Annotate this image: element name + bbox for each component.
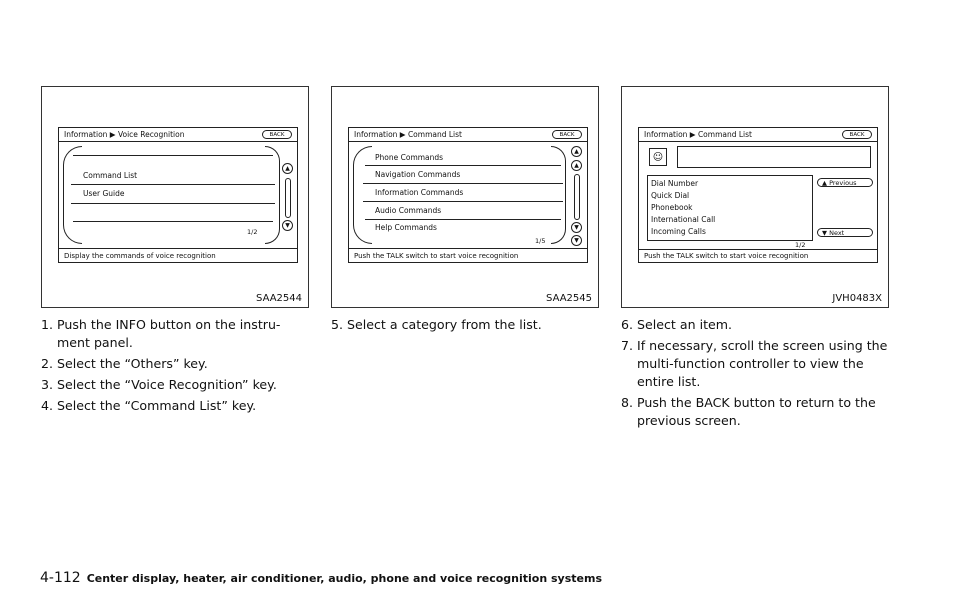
recognition-text-box [677, 146, 871, 168]
previous-button[interactable] [817, 178, 873, 187]
list-item-command-list[interactable]: Command List [83, 171, 138, 180]
step-3: 3. Select the “Voice Recognition” key. [41, 377, 277, 392]
back-button[interactable] [552, 130, 582, 139]
list-item-dial-number[interactable]: Dial Number [651, 179, 699, 188]
page-footer [40, 570, 602, 586]
screen-footer: Push the TALK switch to start voice recognition [354, 252, 519, 260]
list-arc-right [265, 146, 280, 244]
back-label: BACK [269, 131, 285, 138]
list-arc-right [551, 146, 566, 244]
screen-title: Information ▶ Command List [354, 130, 462, 139]
section-title: Center display, heater, air conditioner, audio, phone and voice recognition systems [86, 572, 603, 585]
footer-divider [59, 248, 297, 249]
figure-saa2544 [41, 86, 309, 308]
list-item-incoming-calls[interactable]: Incoming Calls [651, 227, 706, 236]
screen-command-list [348, 127, 588, 263]
page-indicator: 1/2 [795, 241, 806, 249]
step-7: 7. If necessary, scroll the screen using the multi-function controller to view the entire list. [621, 338, 888, 389]
row-divider [73, 221, 273, 222]
title-divider [349, 141, 587, 142]
list-item-help-commands[interactable]: Help Commands [375, 223, 437, 232]
screen-title: Information ▶ Command List [644, 130, 752, 139]
list-item-user-guide[interactable]: User Guide [83, 189, 125, 198]
next-button[interactable] [817, 228, 873, 237]
scroll-up-icon[interactable]: ▲ [571, 160, 582, 171]
step-2: 2. Select the “Others” key. [41, 356, 208, 371]
scroll-down-icon[interactable]: ▼ [282, 220, 293, 231]
list-arc-left [353, 146, 372, 244]
figure-jvh0483x [621, 86, 889, 308]
list-item-international-call[interactable]: International Call [651, 215, 716, 224]
step-4: 4. Select the “Command List” key. [41, 398, 257, 413]
list-item-audio-commands[interactable]: Audio Commands [375, 206, 442, 215]
footer-divider [639, 249, 877, 250]
back-button[interactable] [262, 130, 292, 139]
figure-code: JVH0483X [832, 293, 882, 304]
screen-title: Information ▶ Voice Recognition [64, 130, 185, 139]
back-button[interactable] [842, 130, 872, 139]
steps-column-2 [331, 316, 601, 337]
scroll-up-icon[interactable]: ▲ [282, 163, 293, 174]
scrollbar[interactable] [285, 178, 291, 218]
list-item-navigation-commands[interactable]: Navigation Commands [375, 170, 461, 179]
row-divider [365, 219, 561, 220]
title-divider [639, 141, 877, 142]
scroll-top-icon[interactable]: ▲ [571, 146, 582, 157]
list-item-information-commands[interactable]: Information Commands [375, 188, 464, 197]
list-item-phone-commands[interactable]: Phone Commands [375, 153, 444, 162]
item-list-box [647, 175, 813, 241]
next-icon: ▼ [822, 228, 830, 237]
row-divider [71, 184, 275, 185]
next-label: Next [829, 228, 845, 237]
screen-footer: Push the TALK switch to start voice recognition [644, 252, 809, 260]
list-item-phonebook[interactable]: Phonebook [651, 203, 693, 212]
step-8: 8. Push the BACK button to return to the previous screen. [621, 395, 876, 428]
step-5: 5. Select a category from the list. [331, 317, 542, 332]
page-indicator: 1/5 [535, 237, 546, 245]
voice-face-icon: ☺ [649, 148, 667, 166]
previous-label: Previous [829, 178, 857, 187]
scroll-down-icon[interactable]: ▼ [571, 222, 582, 233]
screen-command-list-items [638, 127, 878, 263]
footer-divider [349, 248, 587, 249]
step-1: 1. Push the INFO button on the instru- ment panel. [41, 317, 281, 350]
row-divider [73, 155, 273, 156]
row-divider [363, 201, 563, 202]
steps-column-3 [621, 316, 893, 433]
figure-code: SAA2545 [546, 293, 592, 304]
row-divider [365, 165, 561, 166]
row-divider [71, 203, 275, 204]
title-divider [59, 141, 297, 142]
screen-footer: Display the commands of voice recognition [64, 252, 216, 260]
steps-column-1 [41, 316, 311, 418]
step-6: 6. Select an item. [621, 317, 733, 332]
page-indicator: 1/2 [247, 228, 258, 236]
figure-saa2545 [331, 86, 599, 308]
figure-code: SAA2544 [256, 293, 302, 304]
screen-voice-recognition [58, 127, 298, 263]
row-divider [363, 183, 563, 184]
back-label: BACK [849, 131, 865, 138]
back-label: BACK [559, 131, 575, 138]
list-item-quick-dial[interactable]: Quick Dial [651, 191, 690, 200]
list-arc-left [63, 146, 82, 244]
scrollbar[interactable] [574, 174, 580, 220]
previous-icon: ▲ [822, 178, 830, 187]
scroll-bottom-icon[interactable]: ▼ [571, 235, 582, 246]
page-number: 4-112 [40, 570, 81, 586]
